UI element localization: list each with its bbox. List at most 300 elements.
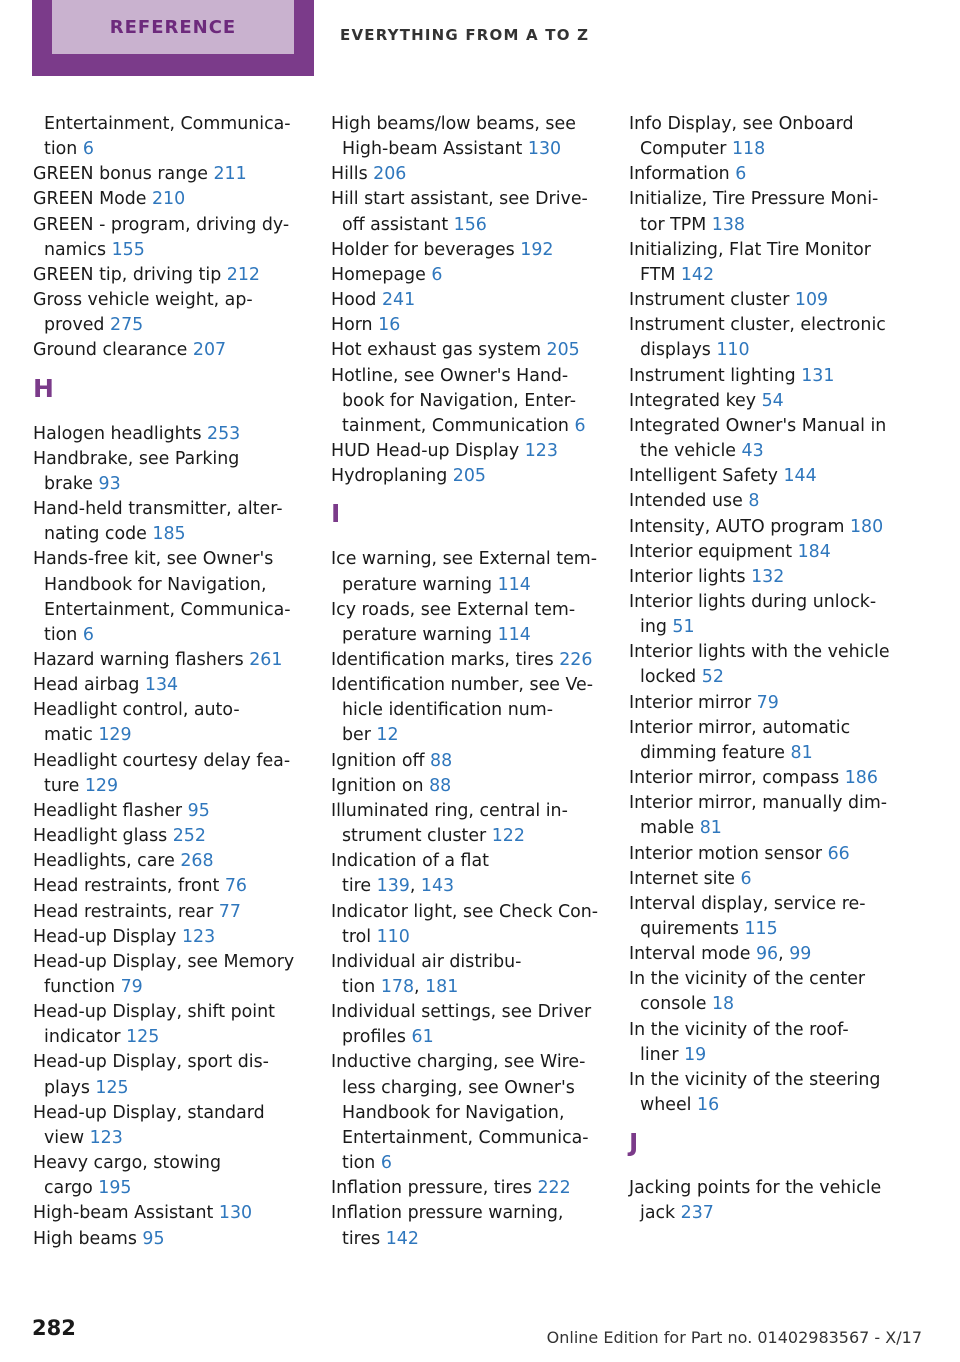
index-entry-text: Jacking points for the vehicle bbox=[629, 1178, 882, 1199]
index-entry bbox=[33, 1050, 301, 1100]
page-reference-link[interactable]: 155 bbox=[111, 239, 145, 260]
page-reference-link[interactable]: 205 bbox=[452, 466, 486, 487]
index-entry: Interval mode 96, 99 bbox=[629, 944, 812, 965]
index-letter-heading: H bbox=[33, 373, 54, 403]
index-entry-text: Ignition off bbox=[331, 750, 431, 771]
page-reference-link[interactable]: 253 bbox=[207, 423, 241, 444]
index-entry-text: Head-up Display, shift point bbox=[33, 1002, 275, 1023]
index-entry bbox=[331, 598, 599, 648]
index-entry bbox=[629, 867, 897, 892]
page-reference-link[interactable]: 241 bbox=[381, 290, 416, 311]
page-reference-link[interactable]: 123 bbox=[181, 926, 216, 947]
index-entry-text: Interior mirror, compass bbox=[629, 768, 845, 789]
index-entry bbox=[33, 213, 301, 263]
page-reference-link[interactable]: 132 bbox=[751, 566, 785, 587]
index-entry-text: GREEN - program, driving dy- bbox=[33, 214, 290, 235]
index-entry-text: Head-up Display, standard bbox=[33, 1102, 265, 1123]
index-entry bbox=[33, 900, 301, 925]
index-entry bbox=[331, 338, 599, 363]
index-entry bbox=[331, 547, 599, 597]
index-entry-text: High beams/low beams, see bbox=[331, 114, 576, 134]
page-reference-link[interactable]: 181 bbox=[425, 977, 459, 997]
index-entry-text: Ground clearance bbox=[33, 340, 193, 361]
index-entry-text: Handbook for Navigation, bbox=[342, 1102, 565, 1123]
index-entry-text: Interior motion sensor bbox=[629, 843, 828, 864]
page-reference-link[interactable]: 77 bbox=[218, 901, 241, 922]
index-entry-text: Holder for beverages bbox=[331, 239, 521, 260]
page-reference-link[interactable]: 205 bbox=[546, 340, 580, 361]
index-entry-text: Head-up Display bbox=[33, 926, 182, 947]
page-reference-link[interactable]: 19 bbox=[684, 1044, 707, 1065]
index-entry-text: Identification number, see Ve- bbox=[331, 675, 593, 696]
index-entry bbox=[331, 364, 599, 439]
index-entry-text: Heavy cargo, stowing bbox=[33, 1153, 221, 1174]
index-entry-text: ing bbox=[640, 617, 673, 638]
index-entry bbox=[33, 547, 301, 648]
index-column-1 bbox=[33, 112, 301, 1252]
index-entry bbox=[629, 187, 897, 237]
index-entry-text: Entertainment, Communica- bbox=[342, 1127, 589, 1148]
index-entry-text: tion bbox=[44, 624, 83, 645]
index-entry-text: cargo bbox=[44, 1178, 99, 1199]
page-reference-link[interactable]: 130 bbox=[527, 139, 562, 160]
index-entry bbox=[33, 874, 301, 899]
index-entry-text: Internet site bbox=[629, 868, 741, 889]
index-entry-text: High-beam Assistant bbox=[342, 139, 528, 160]
index-entry-text: Interval display, service re- bbox=[629, 893, 866, 914]
edition-footer: Online Edition for Part no. 01402983567 - X/17 bbox=[546, 1328, 922, 1347]
index-entry-text: off assistant bbox=[342, 214, 454, 235]
index-entry bbox=[33, 648, 301, 673]
index-entry-text: tion bbox=[342, 1153, 381, 1174]
index-entry-text: Inductive charging, see Wire- bbox=[331, 1052, 586, 1073]
index-entry-text: Individual air distribu- bbox=[331, 951, 522, 972]
index-entry-text: jack bbox=[640, 1203, 681, 1224]
index-entry-text: Ignition on bbox=[331, 775, 430, 796]
page-reference-link[interactable]: 261 bbox=[249, 649, 283, 670]
page-reference-link[interactable]: 185 bbox=[152, 524, 186, 545]
index-entry bbox=[331, 263, 599, 288]
index-entry-text: displays bbox=[640, 340, 717, 361]
index-entry bbox=[629, 288, 897, 313]
index-entry bbox=[629, 414, 897, 464]
page-reference-link[interactable]: 184 bbox=[797, 541, 831, 562]
index-entry-text: perature warning bbox=[342, 574, 498, 595]
page-reference-link[interactable]: 16 bbox=[697, 1095, 720, 1116]
page-reference-link[interactable]: 138 bbox=[711, 214, 745, 235]
index-column-2 bbox=[331, 112, 599, 1252]
index-entry-text: matic bbox=[44, 725, 99, 746]
index-entry bbox=[331, 1000, 599, 1050]
page-reference-link[interactable]: 122 bbox=[491, 826, 525, 847]
index-entry-text: brake bbox=[44, 473, 99, 494]
index-column-3 bbox=[629, 112, 897, 1227]
index-entry bbox=[33, 824, 301, 849]
index-entry-text: console bbox=[640, 994, 712, 1015]
index-entry-text: Interval mode bbox=[629, 944, 756, 965]
index-entry-text: tion bbox=[342, 977, 381, 997]
index-entry-text: function bbox=[44, 977, 121, 997]
index-entry bbox=[33, 288, 301, 338]
page-reference-link[interactable]: 210 bbox=[151, 189, 186, 210]
page-reference-link[interactable]: 61 bbox=[411, 1027, 434, 1048]
index-entry-text: Hazard warning flashers bbox=[33, 649, 250, 670]
index-entry-text: Identification marks, tires bbox=[331, 649, 560, 670]
page-reference-link[interactable]: 93 bbox=[98, 473, 121, 494]
index-entry bbox=[33, 422, 301, 447]
page-reference-link[interactable]: 123 bbox=[89, 1127, 123, 1148]
index-entry bbox=[629, 364, 897, 389]
index-entry-text: Handbook for Navigation, bbox=[44, 574, 267, 595]
index-entry-text: Gross vehicle weight, ap- bbox=[33, 290, 253, 311]
index-entry-text: Entertainment, Communica- bbox=[44, 599, 291, 620]
page-reference-link[interactable]: 12 bbox=[376, 725, 399, 746]
index-entry-text: liner bbox=[640, 1044, 685, 1065]
page-reference-link[interactable]: 52 bbox=[701, 667, 724, 688]
index-entry-text: Interior lights bbox=[629, 566, 752, 587]
index-entry-text: book for Navigation, Enter- bbox=[342, 390, 577, 411]
page-reference-link[interactable]: 95 bbox=[142, 1228, 165, 1249]
page-reference-link[interactable]: 195 bbox=[98, 1178, 132, 1199]
index-entry-text: strument cluster bbox=[342, 826, 492, 847]
page-reference-link[interactable]: 76 bbox=[224, 876, 247, 897]
index-letter-heading: J bbox=[629, 1128, 639, 1158]
index-entry-text: indicator bbox=[44, 1027, 127, 1048]
index-entry-text: tires bbox=[342, 1228, 386, 1249]
index-entry-text: wheel bbox=[640, 1095, 698, 1116]
index-entry bbox=[331, 1176, 599, 1201]
index-entry bbox=[33, 1101, 301, 1151]
index-entry-text: Hot exhaust gas system bbox=[331, 340, 547, 361]
page-reference-link[interactable]: 109 bbox=[794, 290, 829, 311]
index-entry bbox=[33, 849, 301, 874]
page-reference-link[interactable]: 66 bbox=[827, 843, 850, 864]
index-entry-text: profiles bbox=[342, 1027, 412, 1048]
index-entry-text: Interior mirror bbox=[629, 692, 757, 713]
page-number: 282 bbox=[32, 1316, 76, 1340]
index-entry bbox=[629, 1176, 897, 1226]
page-reference-link[interactable]: 178 bbox=[380, 977, 415, 997]
index-entry-text: ber bbox=[342, 725, 377, 746]
index-entry bbox=[33, 950, 301, 1000]
index-entry bbox=[331, 799, 599, 849]
index-entry-text: Headlight control, auto- bbox=[33, 700, 240, 721]
index-entry bbox=[33, 673, 301, 698]
index-entry bbox=[629, 565, 897, 590]
section-tab bbox=[32, 0, 314, 76]
page-reference-link[interactable]: 95 bbox=[187, 800, 210, 821]
index-entry-text: FTM bbox=[640, 264, 681, 285]
index-entry bbox=[331, 648, 599, 673]
page-reference-link[interactable]: 110 bbox=[376, 926, 410, 947]
page-reference-link[interactable]: 6 bbox=[740, 868, 752, 889]
index-entry bbox=[33, 749, 301, 799]
page-reference-link[interactable]: 207 bbox=[192, 340, 227, 361]
index-entry-text: dimming feature bbox=[640, 742, 791, 763]
index-entry bbox=[331, 1201, 599, 1251]
index-entry bbox=[33, 338, 301, 363]
index-entry bbox=[33, 1227, 301, 1252]
page-reference-link[interactable]: 81 bbox=[699, 818, 722, 839]
index-entry bbox=[331, 900, 599, 950]
index-entry bbox=[629, 162, 897, 187]
index-entry-text: Ice warning, see External tem- bbox=[331, 549, 598, 570]
index-entry bbox=[331, 288, 599, 313]
page-reference-link[interactable]: 6 bbox=[82, 624, 94, 645]
index-entry bbox=[33, 698, 301, 748]
page-reference-link[interactable]: 134 bbox=[144, 675, 179, 696]
index-entry bbox=[629, 842, 897, 867]
index-entry-text: Hotline, see Owner's Hand- bbox=[331, 365, 569, 386]
index-entry-text: Headlight flasher bbox=[33, 800, 188, 821]
index-entry bbox=[33, 112, 301, 162]
index-entry bbox=[629, 540, 897, 565]
index-entry-text: Hood bbox=[331, 290, 382, 311]
index-entry-text: Inflation pressure, tires bbox=[331, 1178, 538, 1199]
index-entry-text: proved bbox=[44, 315, 111, 336]
page-reference-link[interactable]: 192 bbox=[520, 239, 554, 260]
index-entry bbox=[331, 749, 599, 774]
index-entry-text: GREEN bonus range bbox=[33, 164, 214, 185]
index-entry-text: Headlights, care bbox=[33, 851, 181, 872]
index-entry bbox=[33, 1000, 301, 1050]
page-reference-link[interactable]: 211 bbox=[213, 164, 247, 185]
index-entry-text: perature warning bbox=[342, 624, 498, 645]
index-entry bbox=[331, 238, 599, 263]
page-reference-link[interactable]: 16 bbox=[378, 315, 401, 336]
page-reference-link[interactable]: 114 bbox=[497, 574, 531, 595]
index-entry-text: tor TPM bbox=[640, 214, 712, 235]
index-entry-text: Head-up Display, see Memory bbox=[33, 951, 295, 972]
index-entry-text: HUD Head-up Display bbox=[331, 441, 525, 462]
page-reference-link[interactable]: 212 bbox=[226, 264, 260, 285]
index-entry bbox=[331, 774, 599, 799]
index-entry bbox=[629, 489, 897, 514]
index-entry bbox=[331, 313, 599, 338]
index-entry bbox=[629, 515, 897, 540]
page-reference-link[interactable]: 6 bbox=[574, 415, 586, 436]
index-entry bbox=[331, 162, 599, 187]
index-entry bbox=[33, 1201, 301, 1226]
index-entry bbox=[33, 497, 301, 547]
index-entry-text: Intelligent Safety bbox=[629, 466, 784, 487]
index-entry bbox=[629, 967, 897, 1017]
index-entry bbox=[331, 673, 599, 748]
page-reference-link[interactable]: 54 bbox=[761, 390, 784, 411]
page-reference-link[interactable]: 96 bbox=[755, 944, 779, 965]
index-entry-text: tainment, Communication bbox=[342, 415, 575, 436]
index-entry bbox=[629, 640, 897, 690]
index-entry: Indication of a flat tire 139, 143 bbox=[331, 851, 489, 897]
index-entry: Individual air distribu- tion 178, 181 bbox=[331, 951, 522, 997]
index-entry-text: Interior mirror, manually dim- bbox=[629, 793, 888, 814]
index-entry bbox=[33, 447, 301, 497]
page-reference-link[interactable]: 6 bbox=[735, 164, 747, 185]
index-entry bbox=[629, 716, 897, 766]
index-entry-text: Headlight courtesy delay fea- bbox=[33, 750, 291, 771]
index-entry-text: Homepage bbox=[331, 264, 432, 285]
index-entry bbox=[331, 187, 599, 237]
index-entry-text: plays bbox=[44, 1077, 96, 1098]
page-reference-link[interactable]: 144 bbox=[783, 466, 817, 487]
index-entry bbox=[33, 925, 301, 950]
page-reference-link[interactable]: 6 bbox=[431, 264, 443, 285]
index-entry bbox=[33, 1151, 301, 1201]
page-reference-link[interactable]: 6 bbox=[82, 139, 94, 160]
index-entry-text: GREEN Mode bbox=[33, 189, 152, 210]
index-entry-text: Entertainment, Communica- bbox=[44, 114, 291, 134]
index-entry-text: Instrument lighting bbox=[629, 365, 802, 386]
page-reference-link[interactable]: 88 bbox=[429, 775, 452, 796]
index-entry-text: Individual settings, see Driver bbox=[331, 1002, 592, 1023]
page-reference-link[interactable]: 115 bbox=[744, 919, 778, 939]
section-tab-label: REFERENCE bbox=[52, 0, 294, 54]
index-entry bbox=[331, 464, 599, 489]
index-entry-text: GREEN tip, driving tip bbox=[33, 264, 227, 285]
index-entry-text: High-beam Assistant bbox=[33, 1203, 219, 1224]
index-entry-text: less charging, see Owner's bbox=[342, 1077, 575, 1098]
index-entry-text: view bbox=[44, 1127, 90, 1148]
index-entry bbox=[629, 238, 897, 288]
index-entry bbox=[331, 112, 599, 162]
index-entry-text: Head airbag bbox=[33, 675, 145, 696]
index-entry-text: the vehicle bbox=[640, 441, 742, 462]
index-entry bbox=[33, 263, 301, 288]
page-reference-link[interactable]: 99 bbox=[789, 944, 812, 965]
index-entry-text: Info Display, see Onboard bbox=[629, 114, 854, 134]
index-entry bbox=[629, 1018, 897, 1068]
index-entry-text: Horn bbox=[331, 315, 379, 336]
index-entry-text: Head restraints, front bbox=[33, 876, 225, 897]
index-entry bbox=[629, 112, 897, 162]
page-reference-link[interactable]: 81 bbox=[790, 742, 813, 763]
index-entry-text: Interior lights with the vehicle bbox=[629, 642, 890, 663]
index-entry-text: Information bbox=[629, 164, 736, 185]
page-reference-link[interactable]: 43 bbox=[741, 441, 764, 462]
page-reference-link[interactable]: 6 bbox=[380, 1153, 392, 1174]
index-entry-text: Computer bbox=[640, 139, 732, 160]
index-entry bbox=[629, 464, 897, 489]
index-entry-text: ture bbox=[44, 775, 85, 796]
index-letter-heading: I bbox=[331, 499, 341, 529]
index-entry-text: Integrated key bbox=[629, 390, 762, 411]
page-reference-link[interactable]: 8 bbox=[748, 491, 760, 512]
index-entry-text: Hill start assistant, see Drive- bbox=[331, 189, 588, 210]
index-entry-text: In the vicinity of the roof- bbox=[629, 1019, 849, 1040]
page-reference-link[interactable]: 114 bbox=[497, 624, 531, 645]
index-entry bbox=[331, 439, 599, 464]
page-reference-link[interactable]: 129 bbox=[98, 725, 132, 746]
index-entry bbox=[33, 799, 301, 824]
index-entry-text: tion bbox=[44, 139, 83, 160]
page-reference-link[interactable]: 252 bbox=[172, 826, 206, 847]
index-entry-text: trol bbox=[342, 926, 377, 947]
page-reference-link[interactable]: 125 bbox=[95, 1077, 129, 1098]
index-entry-text: Icy roads, see External tem- bbox=[331, 599, 576, 620]
page-reference-link[interactable]: 79 bbox=[756, 692, 779, 713]
page-reference-link[interactable]: 51 bbox=[672, 617, 695, 638]
index-entry bbox=[629, 791, 897, 841]
page-reference-link[interactable]: 110 bbox=[716, 340, 750, 361]
index-entry bbox=[33, 187, 301, 212]
index-entry-text: Headlight glass bbox=[33, 826, 173, 847]
page-reference-link[interactable]: 118 bbox=[731, 139, 766, 160]
index-entry-text: Head-up Display, sport dis- bbox=[33, 1052, 269, 1073]
index-entry-text: Handbrake, see Parking bbox=[33, 448, 240, 469]
page-reference-link[interactable]: 123 bbox=[524, 441, 558, 462]
page-reference-link[interactable]: 131 bbox=[801, 365, 835, 386]
index-entry-text: quirements bbox=[640, 919, 745, 939]
index-entry bbox=[33, 162, 301, 187]
index-entry bbox=[629, 892, 897, 942]
index-entry-text: Illuminated ring, central in- bbox=[331, 800, 568, 821]
page-reference-link[interactable]: 129 bbox=[84, 775, 119, 796]
page-reference-link[interactable]: 222 bbox=[537, 1178, 571, 1199]
index-entry-text: tire bbox=[342, 876, 377, 897]
index-entry-text: Halogen headlights bbox=[33, 423, 208, 444]
index-entry bbox=[629, 1068, 897, 1118]
page-reference-link[interactable]: 275 bbox=[110, 315, 144, 336]
page-reference-link[interactable]: 125 bbox=[126, 1027, 160, 1048]
page-header-title: EVERYTHING FROM A TO Z bbox=[340, 26, 590, 44]
index-entry-text: namics bbox=[44, 239, 112, 260]
page-reference-link[interactable]: 88 bbox=[430, 750, 453, 771]
index-entry-text: Integrated Owner's Manual in bbox=[629, 415, 887, 436]
index-entry bbox=[331, 1050, 599, 1176]
index-entry bbox=[629, 313, 897, 363]
page-reference-link[interactable]: 79 bbox=[120, 977, 143, 997]
index-entry-text: High beams bbox=[33, 1228, 143, 1249]
index-entry bbox=[629, 766, 897, 791]
index-entry-text: Interior lights during unlock- bbox=[629, 591, 877, 612]
page-reference-link[interactable]: 206 bbox=[373, 164, 407, 185]
page-reference-link[interactable]: 156 bbox=[453, 214, 487, 235]
index-entry-text: Intensity, AUTO program bbox=[629, 516, 850, 537]
index-entry-text: Initializing, Flat Tire Monitor bbox=[629, 239, 871, 260]
page-reference-link[interactable]: 180 bbox=[849, 516, 884, 537]
page-reference-link[interactable]: 142 bbox=[680, 264, 715, 285]
page-reference-link[interactable]: 237 bbox=[680, 1203, 714, 1224]
index-entry-text: Indicator light, see Check Con- bbox=[331, 901, 599, 922]
index-entry-text: Indication of a flat bbox=[331, 851, 489, 872]
page-reference-link[interactable]: 143 bbox=[420, 876, 455, 897]
index-entry-text: Instrument cluster, electronic bbox=[629, 315, 886, 336]
index-entry bbox=[629, 590, 897, 640]
index-entry-text: Inflation pressure warning, bbox=[331, 1203, 564, 1224]
page-reference-link[interactable]: 186 bbox=[844, 768, 878, 789]
index-entry-text: In the vicinity of the center bbox=[629, 969, 866, 990]
index-entry-text: Intended use bbox=[629, 491, 749, 512]
page-reference-link[interactable]: 226 bbox=[559, 649, 593, 670]
page-reference-link[interactable]: 142 bbox=[385, 1228, 419, 1249]
page-reference-link[interactable]: 130 bbox=[218, 1203, 253, 1224]
index-entry-text: Interior equipment bbox=[629, 541, 798, 562]
index-entry-text: Head restraints, rear bbox=[33, 901, 219, 922]
index-entry bbox=[629, 389, 897, 414]
index-entry-text: Hand-held transmitter, alter- bbox=[33, 499, 283, 520]
index-entry bbox=[629, 691, 897, 716]
page-reference-link[interactable]: 139 bbox=[376, 876, 410, 897]
index-entry-text: Instrument cluster bbox=[629, 290, 795, 311]
index-entry-text: mable bbox=[640, 818, 700, 839]
index-entry-text: Initialize, Tire Pressure Moni- bbox=[629, 189, 879, 210]
index-entry-text: Hands-free kit, see Owner's bbox=[33, 549, 274, 570]
index-entry-text: hicle identification num- bbox=[342, 700, 553, 721]
index-entry-text: locked bbox=[640, 667, 702, 688]
index-entry-text: Hills bbox=[331, 164, 374, 185]
page-reference-link[interactable]: 268 bbox=[180, 851, 214, 872]
page-reference-link[interactable]: 18 bbox=[711, 994, 735, 1015]
